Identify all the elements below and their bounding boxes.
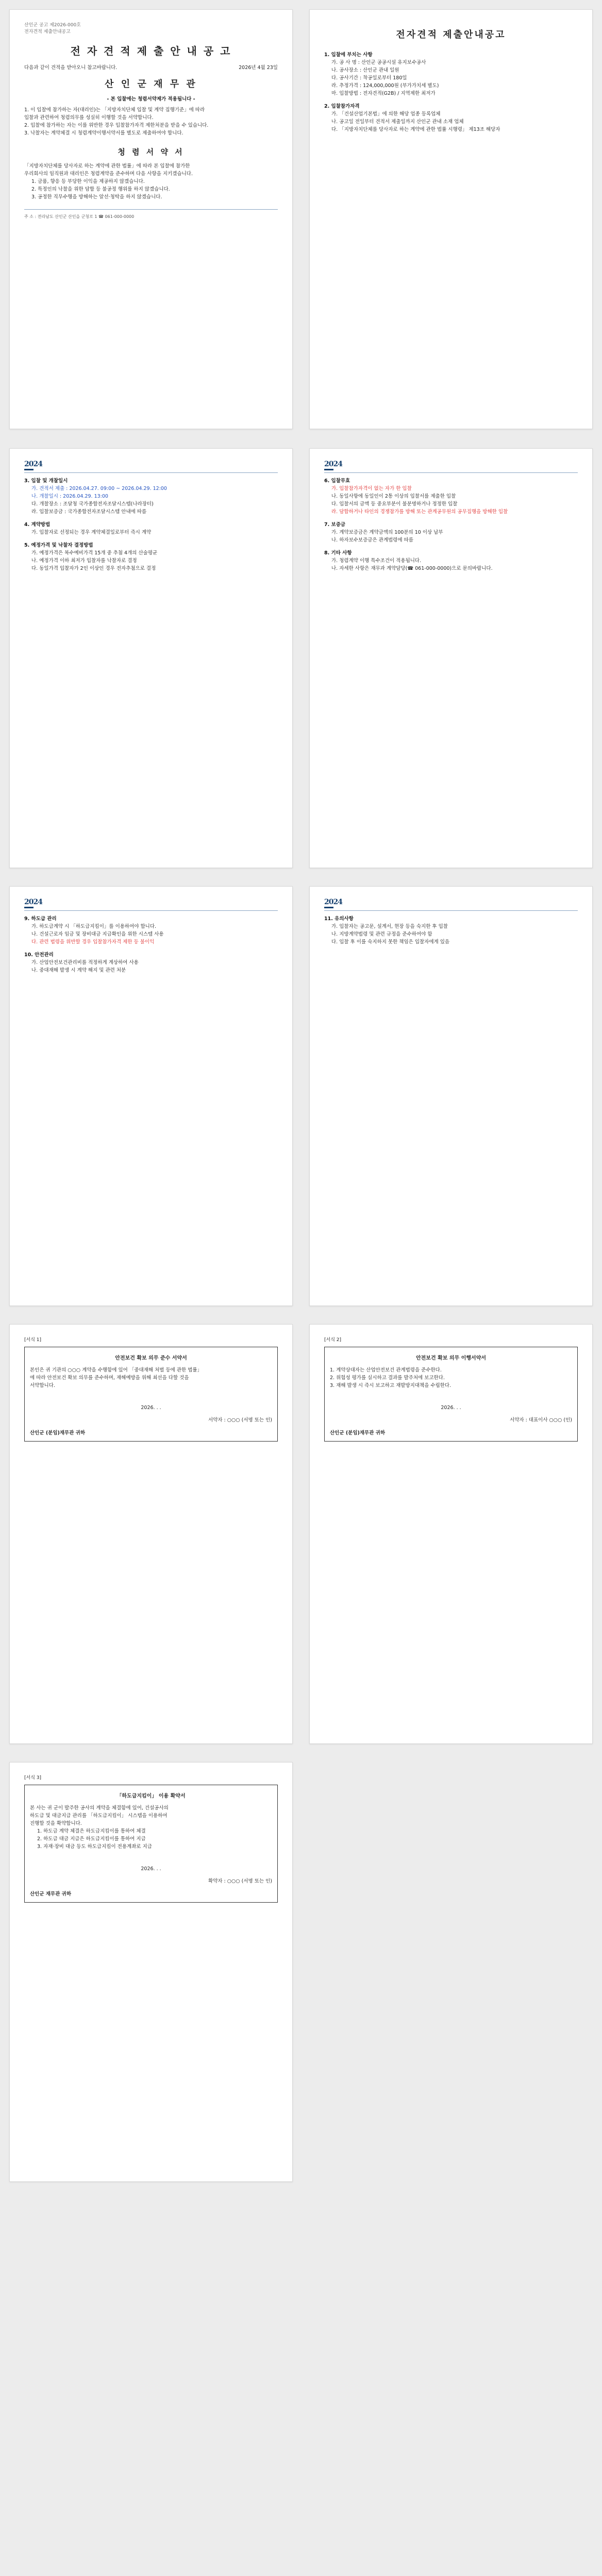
form-tag: [서식 2] [324,1337,341,1343]
section-heading: 9. 하도급 관리 [24,916,57,922]
section-line: 나. 동일사항에 동일인이 2통 이상의 입찰서를 제출한 입찰 [331,494,456,499]
pledge-line: 「지방자치단체를 당사자로 하는 계약에 관한 법률」에 따라 본 입찰에 참가한 [24,163,190,169]
section-line: 나. 공고일 전일부터 견적서 제출일까지 산인군 관내 소재 업체 [331,119,464,125]
page-cover [9,9,293,429]
form-title: 안전보건 확보 의무 이행서약서 [415,1355,487,1361]
form-date: 2026. . . [441,1405,461,1411]
form-line: 2. 위험성 평가를 실시하고 결과를 발주처에 보고한다. [330,1375,445,1381]
section-line: 라. 추정가격 : 124,000,000원 (부가가치세 별도) [331,83,439,89]
pledge-line: 3. 공정한 직무수행을 방해하는 알선·청탁을 하지 않겠습니다. [31,194,162,200]
body-line: 3. 낙찰자는 계약체결 시 청렴계약이행서약서를 별도로 제출하여야 합니다. [24,130,183,136]
section [324,549,578,572]
form-signer: 서약자 : ○○○ (서명 또는 인) [208,1417,272,1423]
section-line: 가. 산업안전보건관리비를 적정하게 계상하여 사용 [31,960,139,965]
section [24,915,278,946]
form-line: 서약합니다. [30,1383,55,1388]
pledge-line: 1. 금품, 향응 등 부당한 이익을 제공하지 않겠습니다. [31,179,145,184]
section-line: 다. 입찰서의 금액 등 중요부분이 불분명하거나 정정한 입찰 [331,501,458,507]
doc-subtitle: 전자견적 제출안내공고 [24,29,71,35]
section-line: 나. 공사장소 : 산인군 관내 일원 [331,67,399,73]
form-title: 「하도급지킴이」 이용 확약서 [116,1793,186,1799]
pledge-body [24,162,278,201]
section-notice: - 본 입찰에는 청렴서약제가 적용됩니다 - [107,96,195,102]
form-line: 하도급 및 대금지급 관리를 「하도급지킴이」 시스템을 이용하여 [30,1813,168,1819]
page-4 [309,448,593,868]
section-line: 나. 개찰일시 : 2026.04.29. 13:00 [31,494,108,499]
section-line: 나. 자세한 사항은 재무과 계약담당(☎ 061-000-0000)으로 문의바랍니다. [331,566,493,571]
issue-date: 2026년 4월 23일 [239,65,278,71]
form-box [24,1785,278,1903]
form-recipient: 산인군 (분임)재무관 귀하 [30,1430,86,1436]
section-heading: 6. 입찰무효 [324,478,350,484]
page-6 [309,886,593,1306]
section-line: 다. 「지방자치단체를 당사자로 하는 계약에 관한 법률 시행령」 제13조 해당자 [331,127,500,132]
header-logo: 2024 [24,898,278,908]
divider [24,472,278,473]
section-line: 가. 예정가격은 복수예비가격 15개 중 추첨 4개의 산술평균 [31,550,158,556]
section-line: 나. 중대재해 발생 시 계약 해지 및 관련 처분 [31,968,126,973]
page-title: 전 자 견 적 제 출 안 내 공 고 [70,45,232,57]
form-line: 본인은 귀 기관의 ○○○ 계약을 수행함에 있어 「중대재해 처벌 등에 관한 법률」 [30,1367,203,1373]
section-line: 가. 입찰참가자격이 없는 자가 한 입찰 [331,486,412,492]
section-heading: 4. 계약방법 [24,522,51,528]
section-line: 가. 입찰자로 선정되는 경우 계약체결일로부터 즉시 계약 [31,530,152,535]
section-line: 가. 하도급계약 시 「하도급지킴이」를 이용하여야 합니다. [31,924,157,929]
doc-number: 산인군 공고 제2026-000호 [24,23,81,28]
form-line: 에 따라 안전보건 확보 의무를 준수하며, 재해예방을 위해 최선을 다할 것을 [30,1375,189,1381]
section [24,951,278,974]
form-recipient: 산인군 재무관 귀하 [30,1891,72,1897]
page-2 [309,9,593,429]
header-logo: 2024 [24,460,278,470]
section-heading: 7. 보증금 [324,522,346,528]
section-heading: 1. 입찰에 부치는 사항 [324,52,373,58]
section-heading: 3. 입찰 및 개찰일시 [24,478,68,484]
form-title: 안전보건 확보 의무 준수 서약서 [115,1355,187,1361]
form-line: 3. 자재·장비 대금 등도 하도급지킴이 전용계좌로 지급 [37,1844,152,1850]
form-line: 1. 계약상대자는 산업안전보건 관계법령을 준수한다. [330,1367,442,1373]
section-line: 나. 하자보수보증금은 관계법령에 따름 [331,537,413,543]
section-line: 가. 입찰자는 공고문, 설계서, 현장 등을 숙지한 후 입찰 [331,924,448,929]
section [24,521,278,536]
form-recipient: 산인군 (분임)재무관 귀하 [330,1430,386,1436]
section-line: 나. 예정가격 이하 최저가 입찰자를 낙찰자로 결정 [31,558,137,564]
form-box [24,1347,278,1442]
section-line: 다. 개찰장소 : 조달청 국가종합전자조달시스템(나라장터) [31,501,154,507]
section [24,541,278,572]
form-tag: [서식 3] [24,1775,41,1781]
section [324,103,578,133]
section-line: 가. 공 사 명 : 산인군 공공시설 유지보수공사 [331,60,426,65]
section-line: 다. 입찰 후 이를 숙지하지 못한 책임은 입찰자에게 있음 [331,939,450,945]
section-line: 가. 계약보증금은 계약금액의 100분의 10 이상 납부 [331,530,443,535]
form-line: 본 사는 귀 군이 발주한 공사의 계약을 체결함에 있어, 건설공사의 [30,1805,169,1811]
form-line: 3. 재해 발생 시 즉시 보고하고 재발방지대책을 수립한다. [330,1383,452,1388]
form-date: 2026. . . [141,1405,161,1411]
body-line: 2. 입찰에 참가하는 자는 이를 위반한 경우 입찰참가자격 제한처분을 받을 수 있습니다. [24,123,209,128]
cover-footer: 주 소 : 전라남도 산인군 산인읍 군청로 1 ☎ 061-000-0000 [24,214,135,219]
section-line: 나. 건설근로자 임금 및 장비대금 지급확인을 위한 시스템 사용 [31,931,164,937]
page-form-3 [9,1762,293,2182]
divider [24,910,278,911]
form-line: 2. 하도급 대금 지급은 하도급지킴이를 통하여 지급 [37,1836,146,1842]
pledge-title: 청 렴 서 약 서 [118,147,185,157]
page-5 [9,886,293,1306]
section-line: 가. 견적서 제출 : 2026.04.27. 09:00 ~ 2026.04.29. 12:00 [31,486,167,492]
body-line: 1. 이 입찰에 참가하는 자(대리인)는 「지방자치단체 입찰 및 계약 집행기준」에 따라 [24,107,205,113]
section [324,51,578,97]
issuer-name: 산 인 군 재 무 관 [105,79,197,90]
section-line: 나. 지방계약법령 및 관련 규정을 준수하여야 함 [331,931,432,937]
form-tag: [서식 1] [24,1337,41,1343]
section-heading: 8. 기타 사항 [324,550,352,556]
section [324,915,578,946]
divider [324,472,578,473]
section-line: 다. 관련 법령을 위반할 경우 입찰참가자격 제한 등 불이익 [31,939,155,945]
section [24,477,278,516]
section-heading: 10. 안전관리 [24,952,54,958]
form-date: 2026. . . [141,1866,161,1872]
body-line: 입찰과 관련하여 청렴의무를 성실히 이행할 것을 서약합니다. [24,115,154,121]
section-line: 라. 담합하거나 타인의 경쟁참가를 방해 또는 관계공무원의 공무집행을 방해한 입찰 [331,509,508,515]
section-line: 다. 공사기간 : 착공일로부터 180일 [331,75,407,81]
form-line: 진행할 것을 확약합니다. [30,1821,82,1826]
header-logo: 2024 [324,898,578,908]
header-logo: 2024 [324,460,578,470]
section-line: 라. 입찰보증금 : 국가종합전자조달시스템 안내에 따름 [31,509,147,515]
page-3 [9,448,293,868]
section-heading: 11. 유의사항 [324,916,354,922]
form-signer: 서약자 : 대표이사 ○○○ (인) [510,1417,572,1423]
page-title: 전자견적 제출안내공고 [396,29,506,40]
section [324,477,578,516]
section-heading: 5. 예정가격 및 낙찰자 결정방법 [24,543,93,548]
page-form-1 [9,1324,293,1744]
section-line: 다. 동일가격 입찰자가 2인 이상인 경우 전자추첨으로 결정 [31,566,156,571]
form-box [324,1347,578,1442]
section-line: 가. 청렴계약 이행 특수조건이 적용됩니다. [331,558,422,564]
intro-text: 다음과 같이 견적을 받아오니 참고바랍니다. [24,65,118,71]
section-heading: 2. 입찰참가자격 [324,104,360,109]
pledge-line: 우리회사의 임직원과 대리인은 청렴계약을 준수하며 다음 사항을 지키겠습니다. [24,171,193,177]
form-line: 1. 하도급 계약 체결은 하도급지킴이를 통하여 체결 [37,1828,146,1834]
cover-body [24,106,278,137]
form-signer: 확약자 : ○○○ (서명 또는 인) [208,1878,272,1884]
divider [324,910,578,911]
divider [24,209,278,210]
section-line: 가. 「건설산업기본법」에 의한 해당 업종 등록업체 [331,111,441,117]
page-form-2 [309,1324,593,1744]
pledge-line: 2. 특정인의 낙찰을 위한 담합 등 불공정 행위를 하지 않겠습니다. [31,187,170,192]
section [324,521,578,544]
section-line: 마. 입찰방법 : 전자견적(G2B) / 지역제한 최저가 [331,91,436,96]
